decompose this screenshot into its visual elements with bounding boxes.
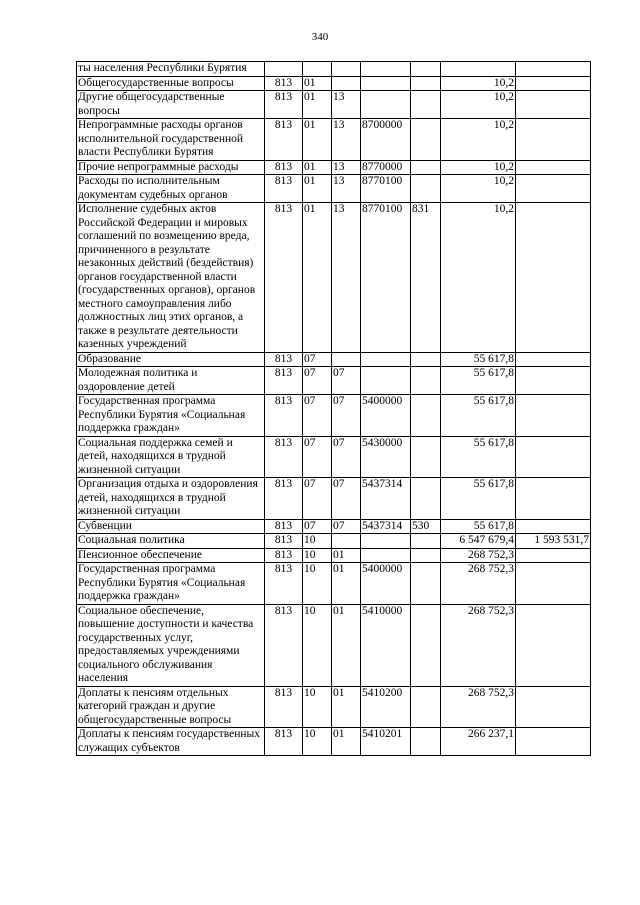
cell-section	[303, 62, 332, 77]
cell-subsection	[332, 352, 361, 367]
cell-name: Государственная программа Республики Бурятия «Социальная поддержка граждан»	[77, 395, 265, 437]
cell-section: 01	[303, 175, 332, 203]
cell-name: Государственная программа Республики Бурятия «Социальная поддержка граждан»	[77, 563, 265, 605]
cell-name: ты населения Республики Бурятия	[77, 62, 265, 77]
table-row	[77, 395, 591, 437]
cell-amount-2	[516, 519, 591, 534]
cell-subsection: 07	[332, 367, 361, 395]
table-row	[77, 62, 591, 77]
table-row	[77, 91, 591, 119]
cell-name: Молодежная политика и оздоровление детей	[77, 367, 265, 395]
cell-name: Социальная политика	[77, 534, 265, 549]
cell-ved: 813	[265, 604, 303, 686]
cell-expense-type	[411, 436, 441, 478]
cell-amount-2	[516, 604, 591, 686]
cell-expense-type	[411, 478, 441, 520]
cell-target-article	[361, 62, 411, 77]
cell-subsection: 01	[332, 728, 361, 756]
cell-ved: 813	[265, 519, 303, 534]
cell-expense-type	[411, 728, 441, 756]
table-row	[77, 686, 591, 728]
table-row	[77, 76, 591, 91]
cell-name: Субвенции	[77, 519, 265, 534]
cell-expense-type	[411, 76, 441, 91]
cell-expense-type	[411, 175, 441, 203]
cell-amount: 55 617,8	[441, 352, 516, 367]
table-row	[77, 604, 591, 686]
cell-section: 01	[303, 91, 332, 119]
cell-target-article: 5410201	[361, 728, 411, 756]
cell-amount-2	[516, 436, 591, 478]
cell-expense-type	[411, 119, 441, 161]
cell-name: Доплаты к пенсиям отдельных категорий граждан и другие общегосударственные вопросы	[77, 686, 265, 728]
cell-name: Организация отдыха и оздоровления детей, находящихся в трудной жизненной ситуации	[77, 478, 265, 520]
cell-ved: 813	[265, 563, 303, 605]
cell-target-article	[361, 91, 411, 119]
cell-amount-2	[516, 367, 591, 395]
cell-target-article: 5430000	[361, 436, 411, 478]
cell-expense-type	[411, 367, 441, 395]
cell-amount: 55 617,8	[441, 395, 516, 437]
cell-amount: 10,2	[441, 91, 516, 119]
cell-amount: 55 617,8	[441, 367, 516, 395]
budget-table	[76, 61, 591, 756]
cell-expense-type: 530	[411, 519, 441, 534]
cell-target-article: 8700000	[361, 119, 411, 161]
cell-expense-type	[411, 548, 441, 563]
cell-amount: 55 617,8	[441, 478, 516, 520]
cell-amount: 10,2	[441, 175, 516, 203]
cell-expense-type	[411, 686, 441, 728]
cell-amount-2	[516, 203, 591, 353]
cell-target-article: 5410200	[361, 686, 411, 728]
cell-amount-2	[516, 119, 591, 161]
cell-section: 01	[303, 76, 332, 91]
cell-section: 07	[303, 478, 332, 520]
cell-amount-2	[516, 686, 591, 728]
cell-amount-2	[516, 160, 591, 175]
cell-name: Исполнение судебных актов Российской Федерации и мировых соглашений по возмещению вреда, причиненного в результате незаконных действий (бездействия) органов государственной власти (государственных органов), органов местного самоуправления либо должностных лиц этих органов, а также в результате деятельности казенных учреждений	[77, 203, 265, 353]
cell-ved: 813	[265, 436, 303, 478]
cell-target-article: 8770100	[361, 203, 411, 353]
cell-amount: 10,2	[441, 119, 516, 161]
cell-subsection: 13	[332, 175, 361, 203]
cell-ved: 813	[265, 160, 303, 175]
cell-amount: 6 547 679,4	[441, 534, 516, 549]
cell-section: 10	[303, 534, 332, 549]
cell-name: Доплаты к пенсиям государственных служащих субъектов	[77, 728, 265, 756]
cell-name: Социальная поддержка семей и детей, находящихся в трудной жизненной ситуации	[77, 436, 265, 478]
cell-ved: 813	[265, 395, 303, 437]
cell-amount: 268 752,3	[441, 563, 516, 605]
page-number: 340	[311, 31, 329, 43]
cell-amount-2	[516, 478, 591, 520]
cell-section: 07	[303, 436, 332, 478]
cell-expense-type	[411, 62, 441, 77]
cell-amount-2	[516, 728, 591, 756]
cell-ved: 813	[265, 728, 303, 756]
cell-expense-type	[411, 534, 441, 549]
cell-section: 07	[303, 352, 332, 367]
cell-amount-2	[516, 91, 591, 119]
table-row	[77, 478, 591, 520]
cell-amount: 55 617,8	[441, 436, 516, 478]
cell-ved: 813	[265, 175, 303, 203]
cell-subsection: 01	[332, 604, 361, 686]
cell-ved	[265, 62, 303, 77]
cell-target-article: 5400000	[361, 395, 411, 437]
cell-name: Образование	[77, 352, 265, 367]
cell-section: 07	[303, 367, 332, 395]
cell-amount	[441, 62, 516, 77]
cell-amount-2	[516, 548, 591, 563]
cell-ved: 813	[265, 534, 303, 549]
cell-subsection: 01	[332, 563, 361, 605]
cell-section: 07	[303, 519, 332, 534]
cell-amount-2: 1 593 531,7	[516, 534, 591, 549]
cell-amount: 10,2	[441, 203, 516, 353]
cell-subsection: 13	[332, 203, 361, 353]
cell-target-article: 5410000	[361, 604, 411, 686]
cell-subsection: 07	[332, 436, 361, 478]
cell-amount: 266 237,1	[441, 728, 516, 756]
cell-target-article	[361, 548, 411, 563]
cell-expense-type	[411, 395, 441, 437]
cell-target-article	[361, 352, 411, 367]
table-row	[77, 519, 591, 534]
cell-name: Социальное обеспечение, повышение доступности и качества государственных услуг, предоставляемых учреждениями социального обслуживания населения	[77, 604, 265, 686]
cell-name: Общегосударственные вопросы	[77, 76, 265, 91]
cell-ved: 813	[265, 76, 303, 91]
table-row	[77, 175, 591, 203]
cell-amount-2	[516, 563, 591, 605]
cell-subsection: 13	[332, 91, 361, 119]
cell-subsection: 07	[332, 395, 361, 437]
table-row	[77, 203, 591, 353]
cell-amount: 268 752,3	[441, 548, 516, 563]
cell-section: 10	[303, 604, 332, 686]
cell-target-article	[361, 367, 411, 395]
table-row	[77, 534, 591, 549]
cell-ved: 813	[265, 203, 303, 353]
cell-section: 10	[303, 728, 332, 756]
cell-subsection: 13	[332, 119, 361, 161]
cell-section: 10	[303, 686, 332, 728]
cell-target-article: 5437314	[361, 478, 411, 520]
cell-section: 01	[303, 160, 332, 175]
cell-expense-type	[411, 563, 441, 605]
cell-target-article	[361, 534, 411, 549]
cell-expense-type	[411, 604, 441, 686]
cell-section: 01	[303, 119, 332, 161]
cell-expense-type: 831	[411, 203, 441, 353]
cell-target-article	[361, 76, 411, 91]
cell-subsection: 01	[332, 686, 361, 728]
cell-target-article: 5437314	[361, 519, 411, 534]
cell-ved: 813	[265, 352, 303, 367]
table-row	[77, 728, 591, 756]
cell-name: Пенсионное обеспечение	[77, 548, 265, 563]
cell-ved: 813	[265, 119, 303, 161]
cell-section: 01	[303, 203, 332, 353]
cell-amount-2	[516, 352, 591, 367]
cell-target-article: 8770000	[361, 160, 411, 175]
table-row	[77, 119, 591, 161]
cell-name: Расходы по исполнительным документам судебных органов	[77, 175, 265, 203]
cell-subsection: 01	[332, 548, 361, 563]
cell-section: 10	[303, 548, 332, 563]
cell-section: 07	[303, 395, 332, 437]
cell-ved: 813	[265, 548, 303, 563]
cell-expense-type	[411, 91, 441, 119]
table-row	[77, 548, 591, 563]
cell-amount-2	[516, 76, 591, 91]
cell-subsection: 07	[332, 478, 361, 520]
cell-target-article: 5400000	[361, 563, 411, 605]
table-row	[77, 367, 591, 395]
cell-ved: 813	[265, 686, 303, 728]
cell-name: Непрограммные расходы органов исполнительной государственной власти Республики Бурятия	[77, 119, 265, 161]
table-body	[77, 62, 591, 756]
cell-amount: 10,2	[441, 160, 516, 175]
table-row	[77, 352, 591, 367]
cell-subsection	[332, 62, 361, 77]
table-row	[77, 563, 591, 605]
cell-amount-2	[516, 175, 591, 203]
cell-ved: 813	[265, 478, 303, 520]
cell-amount-2	[516, 62, 591, 77]
cell-section: 10	[303, 563, 332, 605]
table-row	[77, 436, 591, 478]
cell-name: Прочие непрограммные расходы	[77, 160, 265, 175]
cell-ved: 813	[265, 367, 303, 395]
cell-subsection: 13	[332, 160, 361, 175]
cell-name: Другие общегосударственные вопросы	[77, 91, 265, 119]
cell-amount: 268 752,3	[441, 604, 516, 686]
cell-subsection	[332, 534, 361, 549]
cell-subsection: 07	[332, 519, 361, 534]
cell-ved: 813	[265, 91, 303, 119]
cell-target-article: 8770100	[361, 175, 411, 203]
cell-expense-type	[411, 160, 441, 175]
cell-expense-type	[411, 352, 441, 367]
cell-amount: 10,2	[441, 76, 516, 91]
table-row	[77, 160, 591, 175]
cell-amount: 55 617,8	[441, 519, 516, 534]
cell-amount-2	[516, 395, 591, 437]
cell-amount: 268 752,3	[441, 686, 516, 728]
cell-subsection	[332, 76, 361, 91]
